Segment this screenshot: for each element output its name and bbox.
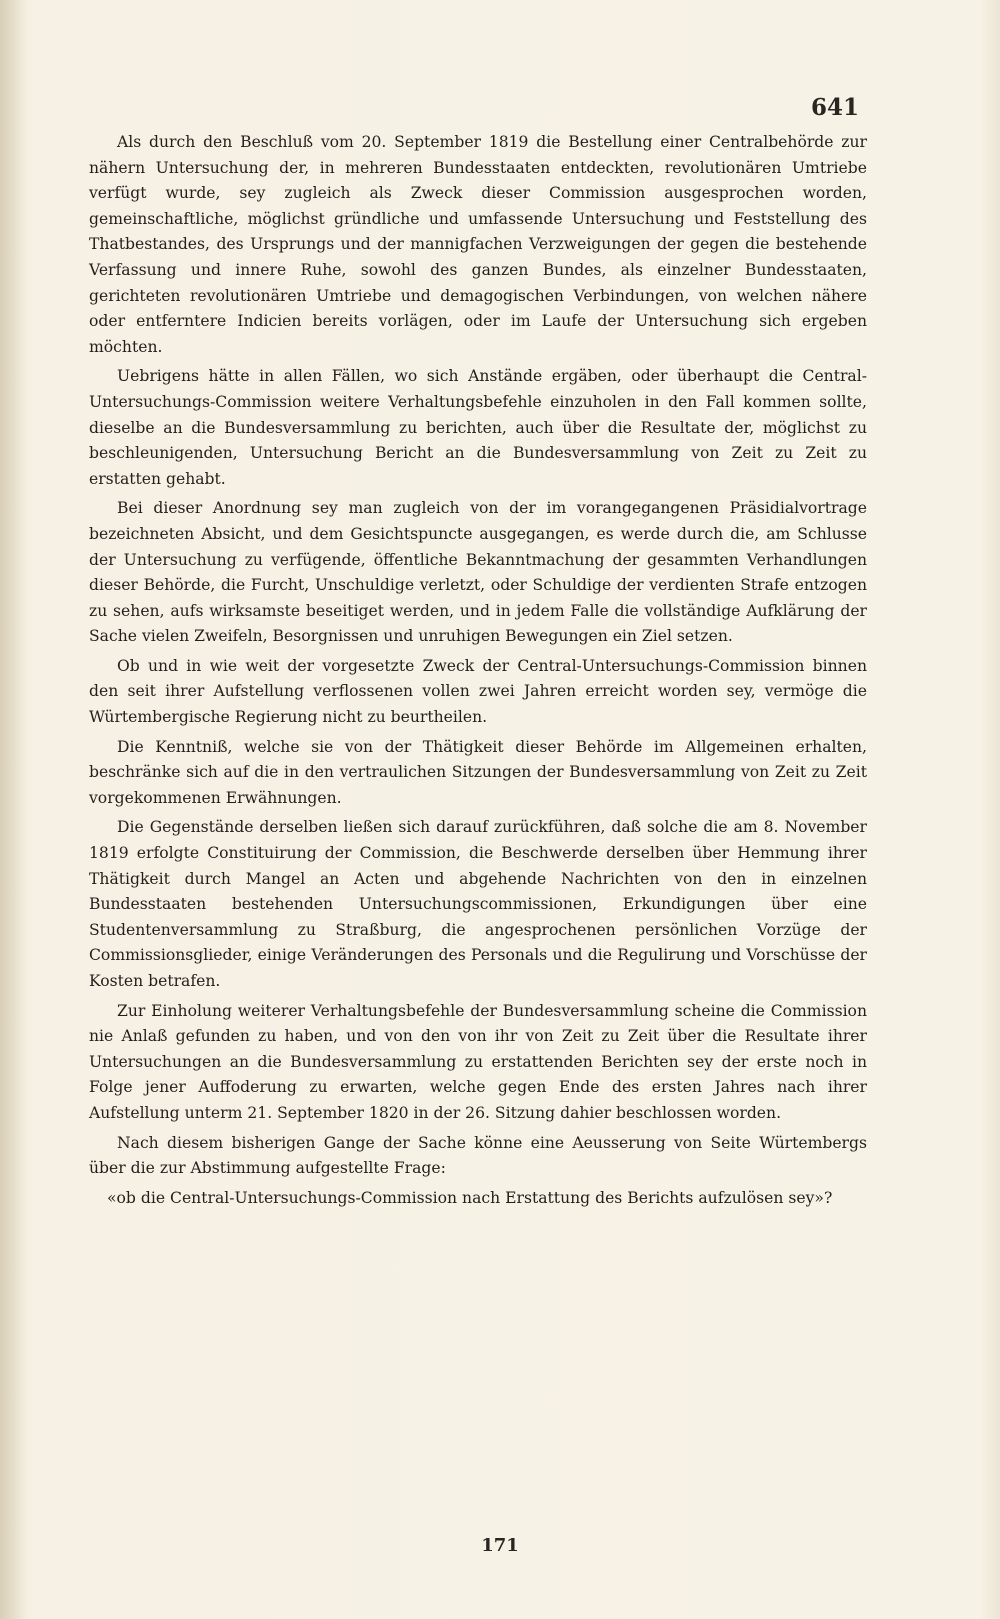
paragraph-1: Als durch den Beschluß vom 20. September 1819 die Bestellung einer Centralbehörde zur nähern Untersuchung der, in mehreren Bundesstaaten entdeckten, revolutionären Umtriebe verfügt wurde, sey zugleich als Zweck dieser Commission ausgesprochen worden, gemeinschaftliche, möglichst gründliche und umfassende Untersuchung und Feststellung des Thatbestandes, des Ursprungs und der mannigfachen Verzweigungen der gegen die bestehende Verfassung und innere Ruhe, sowohl des ganzen Bundes, als einzelner Bundesstaaten, gerichteten revolutionären Umtriebe und demagogischen Verbindungen, von welchen nähere oder entferntere Indicien bereits vorlägen, oder im Laufe der Untersuchung sich ergeben möchten.	[89, 133, 867, 356]
paragraph-7: Zur Einholung weiterer Verhaltungsbefehle der Bundesversammlung scheine die Commission nie Anlaß gefunden zu haben, und von den von ihr von Zeit zu Zeit über die Resultate ihrer Untersuchungen an die Bundesversammlung zu erstattenden Berichten sey der erste noch in Folge jener Auffoderung zu erwarten, welche gegen Ende des ersten Jahres nach ihrer Aufstellung unterm 21. September 1820 in der 26. Sitzung dahier beschlossen worden.	[89, 1001, 867, 1122]
paragraph-4: Ob und in wie weit der vorgesetzte Zweck der Central-Untersuchungs-Commission binnen den seit ihrer Aufstellung verflossenen vollen zwei Jahren erreicht worden sey, vermöge die Würtembergische Regierung nicht zu beurtheilen.	[89, 656, 867, 727]
paragraph-6: Die Gegenstände derselben ließen sich darauf zurückführen, daß solche die am 8. November 1819 erfolgte Constituirung der Commission, die Beschwerde derselben über Hemmung ihrer Thätigkeit durch Mangel an Acten und abgehende Nachrichten von den in einzelnen Bundesstaaten bestehenden Untersuchungscommissionen, Erkundigungen über eine Studentenversammlung zu Straßburg, die angesprochenen persönlichen Vorzüge der Commissionsglieder, einige Veränderungen des Personals und die Regulirung und Vorschüsse der Kosten betrafen.	[89, 818, 867, 990]
signature-mark: 171	[481, 1535, 519, 1556]
quoted-question: «ob die Central-Untersuchungs-Commission nach Erstattung des Berichts aufzulösen sey»?	[107, 1188, 833, 1207]
paragraph-3: Bei dieser Anordnung sey man zugleich von der im vorangegangenen Präsidialvortrage bezeichneten Absicht, und dem Gesichtspuncte ausgegangen, es werde durch die, am Schlusse der Untersuchung zu verfügende, öffentliche Bekanntmachung der gesammten Verhandlungen dieser Behörde, die Furcht, Unschuldige verletzt, oder Schuldige der verdienten Strafe entzogen zu sehen, aufs wirksamste beseitiget werden, und in jedem Falle die vollständige Aufklärung der Sache vielen Zweifeln, Besorgnissen und unruhigen Bewegungen ein Ziel setzen.	[89, 499, 867, 646]
paragraph-8: Nach diesem bisherigen Gange der Sache könne eine Aeusserung von Seite Würtembergs über die zur Abstimmung aufgestellte Frage:	[89, 1133, 867, 1178]
body-text	[89, 130, 867, 1215]
paragraph-5: Die Kenntniß, welche sie von der Thätigkeit dieser Behörde im Allgemeinen erhalten, beschränke sich auf die in den vertraulichen Sitzungen der Bundesversammlung von Zeit zu Zeit vorgekommenen Erwähnungen.	[89, 737, 867, 807]
page-edge-shading	[0, 0, 30, 1619]
page-number: 641	[810, 94, 859, 121]
paragraph-2: Uebrigens hätte in allen Fällen, wo sich Anstände ergäben, oder überhaupt die Central-Untersuchungs-Commission weitere Verhaltungsbefehle einzuholen in den Fall kommen sollte, dieselbe an die Bundesversammlung zu berichten, auch über die Resultate der, möglichst zu beschleunigenden, Untersuchung Bericht an die Bundesversammlung von Zeit zu Zeit zu erstatten gehabt.	[89, 367, 867, 488]
